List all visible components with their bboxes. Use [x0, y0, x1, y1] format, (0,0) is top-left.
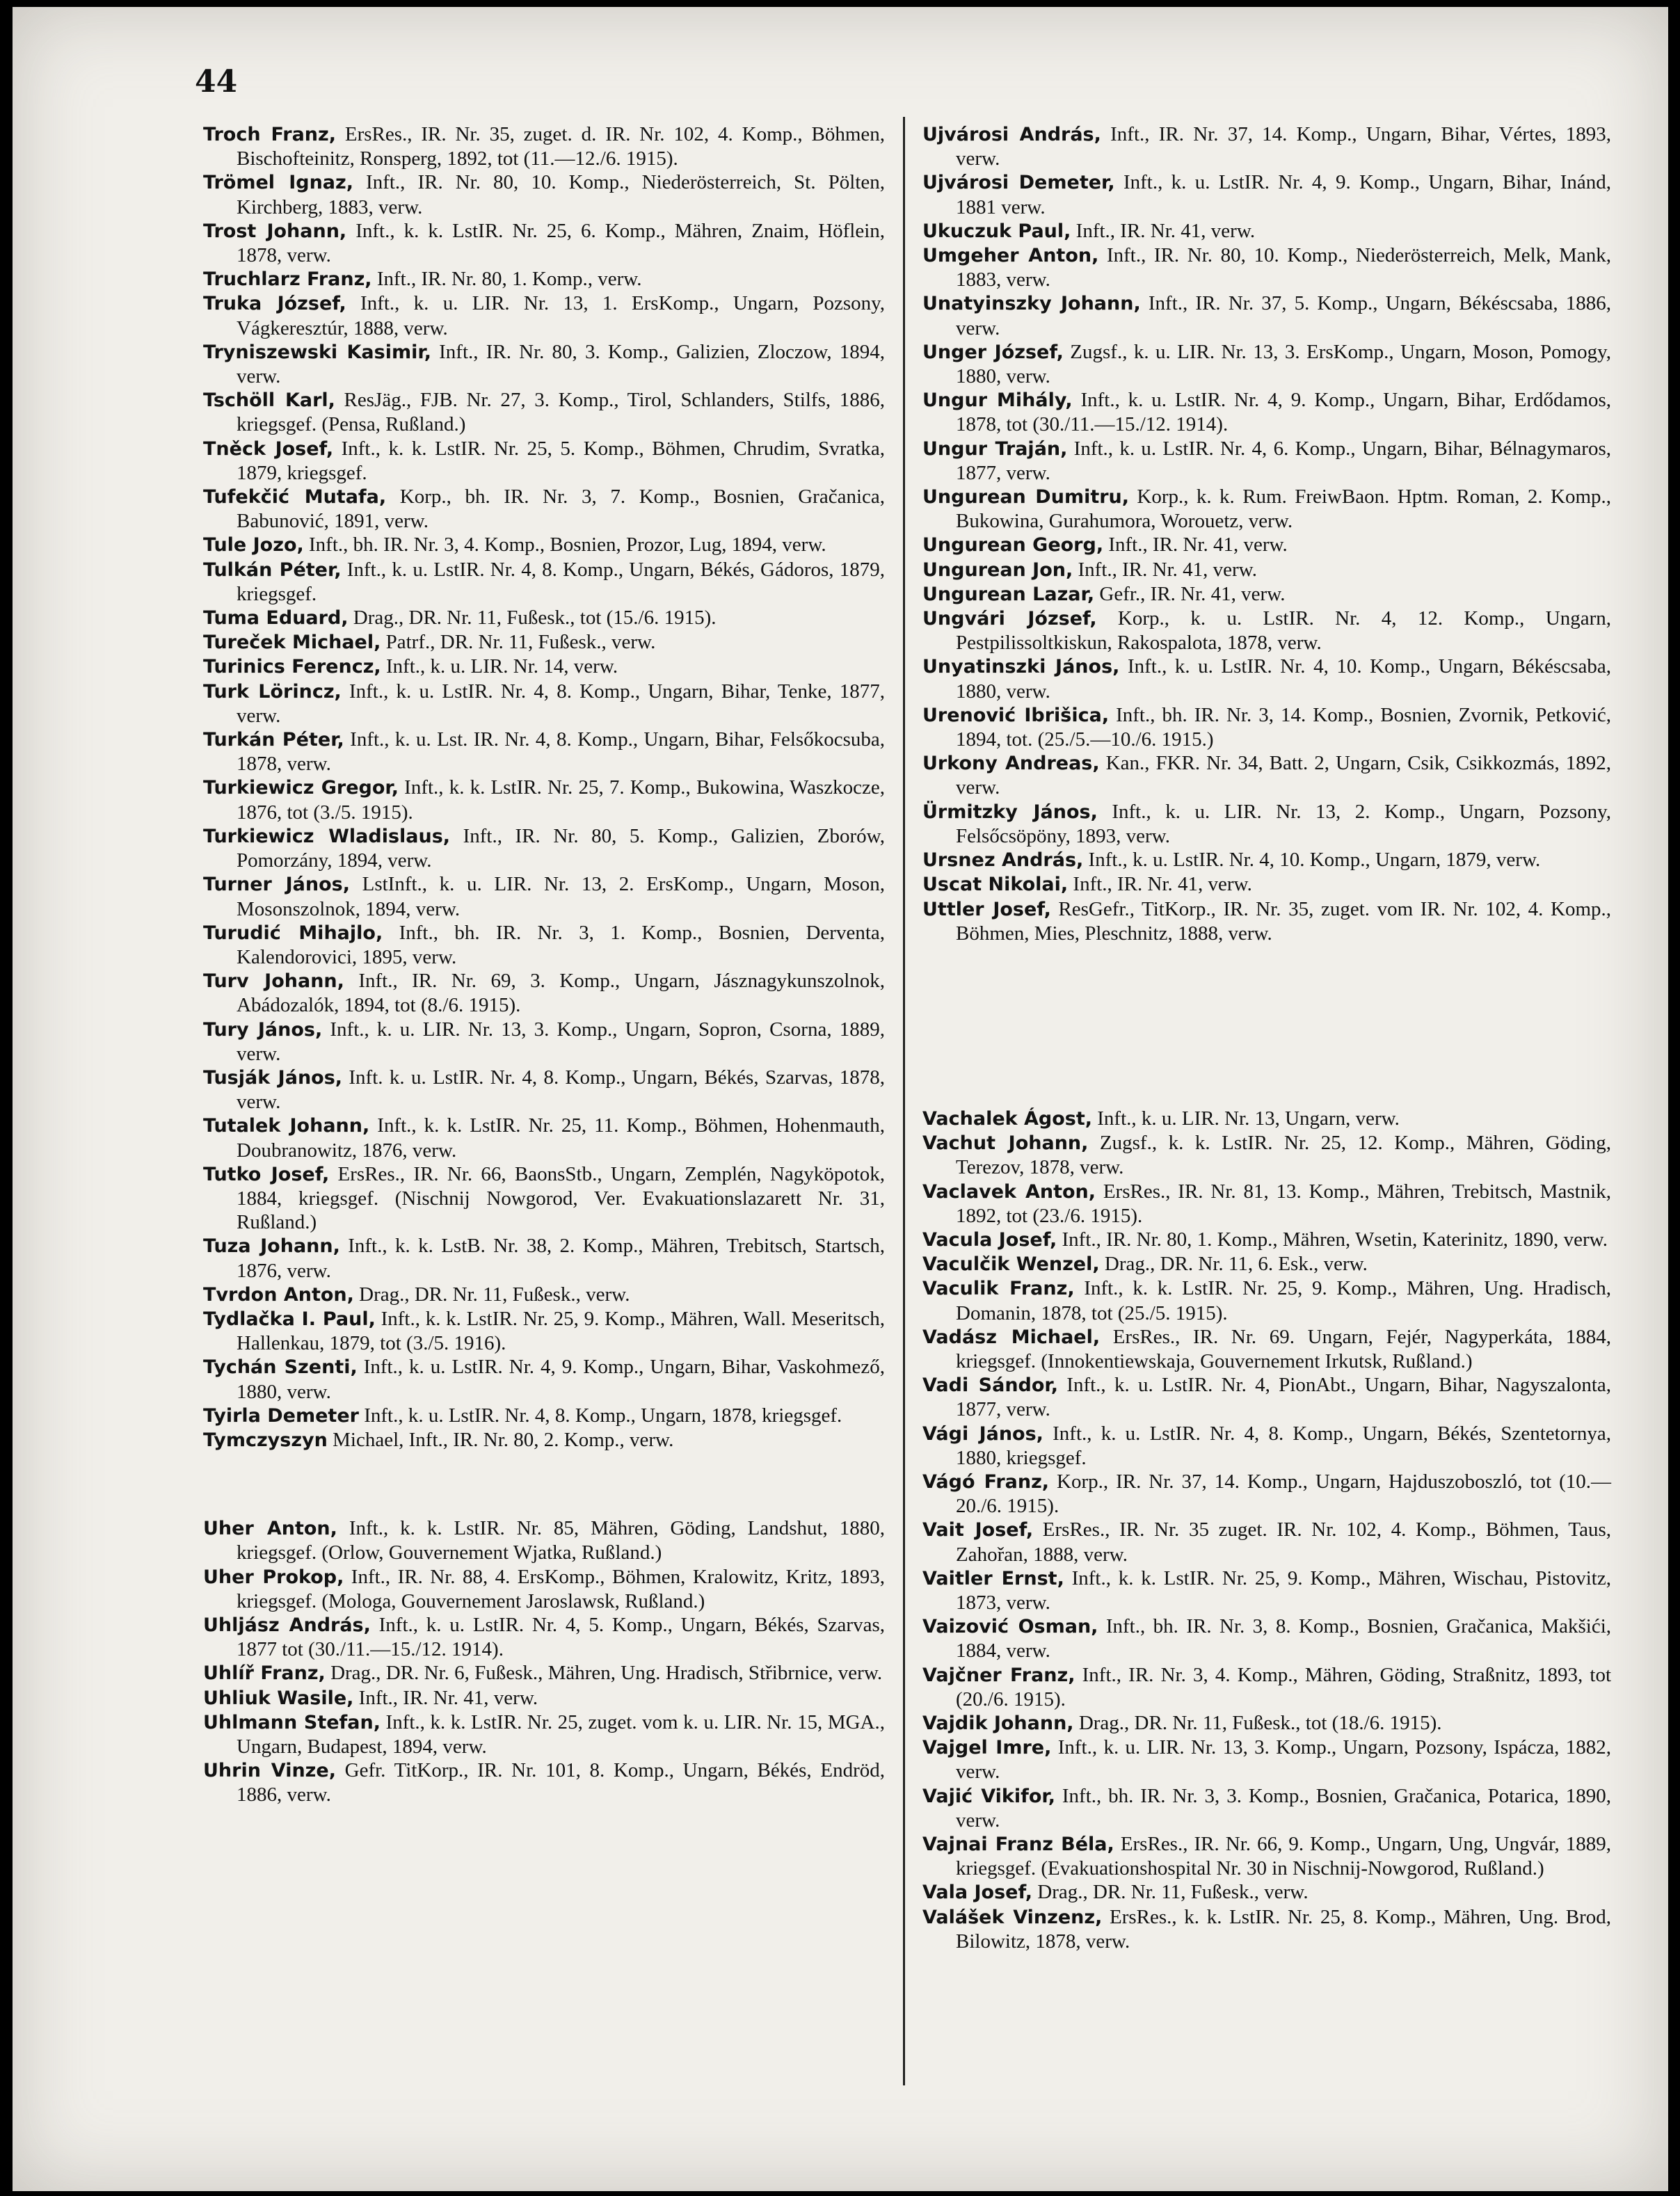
- entry-details: ErsRes., IR. Nr. 81, 13. Komp., Mähren, Trebitsch, Mastnik, 1892, tot (23./6. 1915).: [956, 1180, 1611, 1227]
- register-entry: [922, 437, 1611, 485]
- entry-surname: Vala Josef,: [922, 1882, 1033, 1904]
- entry-surname: Urkony Andreas,: [922, 753, 1100, 775]
- left-column: [203, 122, 885, 1807]
- register-entry: [203, 1613, 885, 1661]
- register-entry: [922, 703, 1611, 751]
- entry-details: Inft., k. k. LstIR. Nr. 25, zuget. vom k. u. LIR. Nr. 15, MGA., Ungarn, Budapest, 1894, verw.: [237, 1710, 885, 1758]
- entry-details: Inft., k. u. LstIR. Nr. 4, 8. Komp., Ungarn, Bihar, Tenke, 1877, verw.: [237, 680, 885, 727]
- register-entry: [922, 1518, 1611, 1566]
- register-entry: [203, 437, 885, 485]
- register-entry: [203, 1114, 885, 1162]
- register-entry: [922, 1711, 1611, 1736]
- register-entry: [203, 1758, 885, 1806]
- entry-surname: Ungurean Georg,: [922, 534, 1104, 556]
- register-entry: [922, 122, 1611, 170]
- register-entry: [922, 607, 1611, 655]
- register-entry: [203, 219, 885, 267]
- register-entry: [203, 921, 885, 969]
- entry-surname: Vadász Michael,: [922, 1326, 1101, 1348]
- entry-surname: Ujvárosi Demeter,: [922, 172, 1115, 194]
- entry-details: Drag., DR. Nr. 11, 6. Esk., verw.: [1099, 1253, 1368, 1276]
- entry-surname: Ukuczuk Paul,: [922, 220, 1071, 242]
- register-entry: [203, 1355, 885, 1403]
- entry-surname: Tschöll Karl,: [203, 390, 335, 412]
- entry-surname: Vait Josef,: [922, 1519, 1034, 1541]
- entry-details: Drag., DR. Nr. 11, Fußesk., verw.: [353, 1283, 630, 1306]
- entry-details: Inft. k. u. LstIR. Nr. 4, 8. Komp., Ungarn, Békés, Szarvas, 1878, verw.: [237, 1066, 885, 1114]
- entry-details: Inft., IR. Nr. 80, 10. Komp., Niederösterreich, Melk, Mank, 1883, verw.: [956, 244, 1611, 291]
- entry-surname: Turkiewicz Wladislaus,: [203, 825, 451, 847]
- entry-surname: Ungur Traján,: [922, 438, 1068, 460]
- entry-details: Inft., IR. Nr. 41, verw.: [1068, 873, 1252, 896]
- register-entry: [922, 1784, 1611, 1832]
- entry-details: Inft., k. u. LIR. Nr. 13, 2. Komp., Ungarn, Pozsony, Felsőcsöpöny, 1893, verw.: [956, 800, 1611, 847]
- entry-details: Drag., DR. Nr. 11, Fußesk., tot (18./6. 1915).: [1073, 1711, 1442, 1734]
- register-entry: [922, 558, 1611, 582]
- entry-details: Inft., k. u. LstIR. Nr. 4, 8. Komp., Ungarn, Békés, Szentetornya, 1880, kriegsgef.: [956, 1422, 1611, 1469]
- entry-details: Inft., k. k. LstB. Nr. 38, 2. Komp., Mähren, Trebitsch, Startsch, 1876, verw.: [237, 1235, 886, 1282]
- entry-surname: Tydlačka I. Paul,: [203, 1308, 376, 1330]
- entry-surname: Vágó Franz,: [922, 1470, 1050, 1493]
- entry-details: Inft., IR. Nr. 41, verw.: [1103, 534, 1288, 556]
- entry-surname: Vachut Johann,: [922, 1132, 1089, 1155]
- register-entry: [203, 267, 885, 291]
- register-entry: [203, 728, 885, 776]
- register-entry: [203, 1283, 885, 1307]
- entry-surname: Ursnez András,: [922, 849, 1084, 872]
- entry-details: Gefr., IR. Nr. 41, verw.: [1094, 582, 1286, 605]
- entry-details: Inft., bh. IR. Nr. 3, 1. Komp., Bosnien, Derventa, Kalendorovici, 1895, verw.: [237, 921, 886, 968]
- entry-surname: Tufekčić Mutafa,: [203, 486, 387, 508]
- entry-details: Drag., DR. Nr. 11, Fußesk., verw.: [1032, 1881, 1309, 1904]
- entry-surname: Ujvárosi András,: [922, 124, 1101, 145]
- entry-details: ErsRes., IR. Nr. 69. Ungarn, Fejér, Nagyperkáta, 1884, kriegsgef. (Innokentiewskaja, Gouvernement Irkutsk, Rußland.): [956, 1325, 1612, 1372]
- entry-details: Gefr. TitKorp., IR. Nr. 101, 8. Komp., Ungarn, Békés, Endröd, 1886, verw.: [237, 1759, 885, 1806]
- register-entry: [203, 1162, 885, 1235]
- entry-surname: Vadi Sándor,: [922, 1374, 1059, 1397]
- entry-surname: Tuma Eduard,: [203, 607, 349, 630]
- entry-details: Inft., k. k. LstIR. Nr. 85, Mähren, Göding, Landshut, 1880, kriegsgef. (Orlow, Gouvernement Wjatka, Rußland.): [237, 1517, 885, 1564]
- entry-details: ErsRes., IR. Nr. 35, zuget. d. IR. Nr. 102, 4. Komp., Böhmen, Bischofteinitz, Ronsperg, 1892, tot (11.—12./6. 1915).: [237, 123, 885, 170]
- entry-surname: Ungurean Jon,: [922, 559, 1073, 581]
- entry-details: Inft., k. u. Lst. IR. Nr. 4, 8. Komp., Ungarn, Bihar, Felsőkocsuba, 1878, verw.: [237, 728, 885, 776]
- register-entry: [922, 219, 1611, 243]
- entry-details: Inft., IR. Nr. 41, verw.: [1073, 558, 1257, 581]
- section-gap: [203, 1452, 885, 1516]
- entry-details: Michael, Inft., IR. Nr. 80, 2. Komp., verw.: [327, 1428, 674, 1451]
- entry-surname: Tryniszewski Kasimir,: [203, 341, 431, 363]
- entry-surname: Vajgel Imre,: [922, 1737, 1052, 1759]
- register-entry: [203, 655, 885, 679]
- entry-details: Inft., bh. IR. Nr. 3, 8. Komp., Bosnien, Gračanica, Makšići, 1884, verw.: [956, 1615, 1612, 1662]
- entry-surname: Turv Johann,: [203, 970, 344, 993]
- entry-details: Inft., k. u. LstIR. Nr. 4, 10. Komp., Ungarn, 1879, verw.: [1083, 849, 1541, 872]
- entry-details: Drag., DR. Nr. 6, Fußesk., Mähren, Ung. Hradisch, Střibrnice, verw.: [325, 1662, 883, 1685]
- entry-surname: Turkán Péter,: [203, 729, 344, 751]
- register-entry: [922, 1107, 1611, 1131]
- entry-details: Inft., IR. Nr. 41, verw.: [353, 1686, 538, 1709]
- register-entry: [203, 1710, 885, 1758]
- register-entry: [203, 1404, 885, 1428]
- register-entry: [203, 824, 885, 872]
- entry-details: Inft., k. u. LstIR. Nr. 4, 8. Komp., Ungarn, Békés, Gádoros, 1879, kriegsgef.: [237, 558, 886, 605]
- right-group-b: [922, 1107, 1611, 1953]
- entry-details: Inft., IR. Nr. 41, verw.: [1071, 219, 1256, 242]
- register-entry: [922, 1832, 1611, 1880]
- left-group-a: [203, 122, 885, 1452]
- register-entry: [922, 872, 1611, 897]
- entry-surname: Uhlíř Franz,: [203, 1662, 326, 1685]
- register-entry: [922, 533, 1611, 557]
- register-entry: [922, 1276, 1611, 1324]
- register-entry: [203, 1234, 885, 1282]
- register-entry: [922, 1131, 1611, 1179]
- register-entry: [922, 848, 1611, 872]
- entry-details: Inft., k. u. LstIR. Nr. 4, 6. Komp., Ungarn, Bihar, Bélnagymaros, 1877, verw.: [956, 437, 1611, 484]
- entry-details: Inft., k. u. LIR. Nr. 13, 1. ErsKomp., Ungarn, Pozsony, Vágkeresztúr, 1888, verw.: [237, 292, 885, 339]
- entry-details: Inft., k. u. LIR. Nr. 13, Ungarn, verw.: [1092, 1107, 1400, 1130]
- entry-details: Inft., bh. IR. Nr. 3, 3. Komp., Bosnien, Gračanica, Potarica, 1890, verw.: [956, 1784, 1611, 1832]
- entry-details: Inft., k. u. LstIR. Nr. 4, 9. Komp., Ungarn, Bihar, Inánd, 1881 verw.: [956, 171, 1611, 218]
- document-page: [13, 7, 1668, 2191]
- entry-surname: Turinics Ferencz,: [203, 656, 381, 678]
- entry-surname: Vajić Vikifor,: [922, 1785, 1055, 1807]
- register-entry: [203, 872, 885, 920]
- entry-details: ErsRes., IR. Nr. 66, 9. Komp., Ungarn, Ung, Ungvár, 1889, kriegsgef. (Evakuationshospital Nr. 30 in Nischnij-Nowgorod, Rußland.): [956, 1833, 1612, 1880]
- register-entry: [203, 630, 885, 655]
- entry-surname: Tury János,: [203, 1018, 323, 1041]
- register-entry: [203, 558, 885, 606]
- entry-surname: Uhrin Vinze,: [203, 1760, 336, 1782]
- entry-details: Inft., k. u. LIR. Nr. 14, verw.: [381, 655, 618, 678]
- register-entry: [922, 1905, 1611, 1953]
- register-entry: [922, 897, 1611, 945]
- entry-surname: Tusják János,: [203, 1066, 343, 1089]
- entry-surname: Tule Jozo,: [203, 534, 304, 556]
- entry-details: Korp., k. k. Rum. FreiwBaon. Hptm. Roman, 2. Komp., Bukowina, Gurahumora, Worouetz, verw.: [956, 486, 1611, 533]
- page-number: 44: [195, 64, 238, 99]
- entry-surname: Vajnai Franz Béla,: [922, 1834, 1114, 1855]
- entry-details: Zugsf., k. k. LstIR. Nr. 25, 12. Komp., Mähren, Göding, Terezov, 1878, verw.: [956, 1132, 1611, 1179]
- entry-surname: Vajčner Franz,: [922, 1664, 1075, 1686]
- entry-details: Inft., k. u. LstIR. Nr. 4, 8. Komp., Ungarn, 1878, kriegsgef.: [358, 1404, 842, 1427]
- entry-surname: Tutalek Johann,: [203, 1115, 370, 1137]
- entry-surname: Tyirla Demeter: [203, 1404, 359, 1427]
- entry-surname: Ürmitzky János,: [922, 801, 1098, 823]
- entry-details: Kan., FKR. Nr. 34, Batt. 2, Ungarn, Csik, Csikkozmás, 1892, verw.: [956, 752, 1611, 799]
- entry-details: Inft., IR. Nr. 80, 1. Komp., Mähren, Wsetin, Katerinitz, 1890, verw.: [1057, 1228, 1608, 1251]
- entry-details: Inft., k. u. LstIR. Nr. 4, PionAbt., Ungarn, Bihar, Nagyszalonta, 1877, verw.: [956, 1374, 1611, 1421]
- register-entry: [922, 1422, 1611, 1470]
- entry-surname: Tulkán Péter,: [203, 559, 342, 581]
- entry-surname: Truchlarz Franz,: [203, 269, 372, 291]
- entry-surname: Ungurean Dumitru,: [922, 486, 1130, 508]
- entry-surname: Vági János,: [922, 1422, 1043, 1445]
- entry-details: ResGefr., TitKorp., IR. Nr. 35, zuget. vom IR. Nr. 102, 4. Komp., Böhmen, Mies, Pleschnitz, 1888, verw.: [956, 897, 1611, 945]
- entry-details: Inft., k. u. LstIR. Nr. 4, 5. Komp., Ungarn, Békés, Szarvas, 1877 tot (30./11.—15./12. 1914).: [237, 1613, 885, 1661]
- register-entry: [922, 170, 1611, 218]
- register-entry: [203, 340, 885, 388]
- entry-surname: Turkiewicz Gregor,: [203, 777, 399, 799]
- entry-details: ResJäg., FJB. Nr. 27, 3. Komp., Tirol, Schlanders, Stilfs, 1886, kriegsgef. (Pensa, Rußland.): [237, 389, 886, 436]
- left-group-b: [203, 1516, 885, 1806]
- entry-details: Drag., DR. Nr. 11, Fußesk., tot (15./6. 1915).: [348, 607, 717, 630]
- entry-details: ErsRes., IR. Nr. 35 zuget. IR. Nr. 102, 4. Komp., Böhmen, Taus, Zahořan, 1888, verw.: [956, 1518, 1611, 1566]
- register-entry: [203, 1661, 885, 1685]
- register-entry: [203, 680, 885, 728]
- entry-surname: Uttler Josef,: [922, 898, 1051, 920]
- entry-details: Patrf., DR. Nr. 11, Fußesk., verw.: [381, 631, 656, 654]
- section-gap: [922, 945, 1611, 1107]
- register-entry: [203, 485, 885, 533]
- entry-surname: Troch Franz,: [203, 124, 336, 145]
- entry-surname: Vaculčik Wenzel,: [922, 1253, 1100, 1276]
- register-entry: [922, 800, 1611, 848]
- entry-details: Inft., IR. Nr. 80, 1. Komp., verw.: [371, 268, 642, 291]
- entry-details: Inft., IR. Nr. 37, 5. Komp., Ungarn, Békéscsaba, 1886, verw.: [956, 292, 1611, 339]
- right-group-a: [922, 122, 1611, 945]
- register-entry: [922, 1663, 1611, 1711]
- entry-details: Korp., bh. IR. Nr. 3, 7. Komp., Bosnien, Gračanica, Babunović, 1891, verw.: [237, 486, 885, 533]
- register-entry: [922, 1252, 1611, 1276]
- register-entry: [203, 388, 885, 436]
- entry-surname: Turner János,: [203, 874, 350, 896]
- entry-details: ErsRes., IR. Nr. 66, BaonsStb., Ungarn, Zemplén, Nagyköpotok, 1884, kriegsgef. (Nischnij Nowgorod, Ver. Evakuationslazarett Nr. 31, Rußland.): [237, 1162, 885, 1234]
- entry-details: Korp., k. u. LstIR. Nr. 4, 12. Komp., Ungarn, Pestpilissoltkiskun, Rakospalota, 1878, verw.: [956, 607, 1611, 655]
- register-entry: [922, 1880, 1611, 1905]
- entry-surname: Vachalek Ágost,: [922, 1107, 1093, 1130]
- register-entry: [203, 1565, 885, 1613]
- entry-details: Inft., IR. Nr. 80, 3. Komp., Galizien, Zloczow, 1894, verw.: [237, 340, 885, 388]
- entry-surname: Vaizović Osman,: [922, 1616, 1098, 1638]
- register-entry: [203, 1066, 885, 1114]
- entry-details: Inft., k. u. LstIR. Nr. 4, 9. Komp., Ungarn, Bihar, Vaskohmező, 1880, verw.: [237, 1356, 885, 1403]
- entry-surname: Ungur Mihály,: [922, 390, 1073, 412]
- entry-surname: Trost Johann,: [203, 220, 347, 242]
- register-entry: [922, 243, 1611, 291]
- entry-surname: Vaitler Ernst,: [922, 1567, 1064, 1589]
- entry-surname: Uhljász András,: [203, 1614, 371, 1636]
- entry-details: Inft., IR. Nr. 80, 10. Komp., Niederösterreich, St. Pölten, Kirchberg, 1883, verw.: [237, 171, 886, 218]
- register-entry: [203, 1018, 885, 1066]
- entry-surname: Truka József,: [203, 293, 346, 315]
- entry-surname: Turudić Mihajlo,: [203, 922, 383, 944]
- register-entry: [203, 776, 885, 824]
- register-entry: [922, 1566, 1611, 1614]
- entry-surname: Unatyinszky Johann,: [922, 293, 1141, 315]
- register-entry: [922, 1325, 1611, 1373]
- entry-surname: Uher Anton,: [203, 1518, 337, 1540]
- entry-details: Zugsf., k. u. LIR. Nr. 13, 3. ErsKomp., Ungarn, Moson, Pomogy, 1880, verw.: [956, 340, 1611, 388]
- entry-surname: Unger József,: [922, 341, 1064, 363]
- entry-details: ErsRes., k. k. LstIR. Nr. 25, 8. Komp., Mähren, Ung. Brod, Bilowitz, 1878, verw.: [956, 1905, 1612, 1953]
- entry-details: Inft., k. u. LstIR. Nr. 4, 9. Komp., Ungarn, Bihar, Erdődamos, 1878, tot (30./11.—15./12. 1914).: [956, 389, 1611, 436]
- entry-surname: Vaculik Franz,: [922, 1278, 1075, 1300]
- entry-details: Inft., IR. Nr. 37, 14. Komp., Ungarn, Bihar, Vértes, 1893, verw.: [956, 123, 1611, 170]
- entry-surname: Uher Prokop,: [203, 1566, 344, 1588]
- register-entry: [922, 582, 1611, 607]
- register-entry: [203, 122, 885, 170]
- register-entry: [922, 291, 1611, 339]
- entry-surname: Umgeher Anton,: [922, 245, 1099, 267]
- entry-surname: Uhlmann Stefan,: [203, 1711, 381, 1733]
- register-entry: [922, 340, 1611, 388]
- register-entry: [203, 170, 885, 218]
- entry-surname: Uhliuk Wasile,: [203, 1687, 354, 1709]
- entry-details: Inft., k. k. LstIR. Nr. 25, 9. Komp., Mähren, Wall. Meseritsch, Hallenkau, 1879, tot (3./5. 1916).: [237, 1307, 885, 1355]
- column-divider: [903, 117, 905, 2085]
- register-entry: [922, 1736, 1611, 1784]
- entry-surname: Vajdik Johann,: [922, 1712, 1074, 1734]
- entry-details: Inft., k. k. LstIR. Nr. 25, 5. Komp., Böhmen, Chrudim, Svratka, 1879, kriegsgef.: [237, 437, 885, 484]
- entry-surname: Tuza Johann,: [203, 1235, 340, 1258]
- entry-details: Inft., k. k. LstIR. Nr. 25, 6. Komp., Mähren, Znaim, Höflein, 1878, verw.: [237, 219, 885, 267]
- entry-details: Inft., k. u. LIR. Nr. 13, 3. Komp., Ungarn, Sopron, Csorna, 1889, verw.: [237, 1018, 885, 1065]
- entry-surname: Turk Lörincz,: [203, 680, 342, 703]
- register-entry: [922, 751, 1611, 799]
- entry-surname: Tvrdon Anton,: [203, 1283, 354, 1306]
- entry-details: Inft., IR. Nr. 3, 4. Komp., Mähren, Göding, Straßnitz, 1893, tot (20./6. 1915).: [956, 1663, 1612, 1710]
- register-entry: [922, 1180, 1611, 1228]
- register-entry: [203, 533, 885, 557]
- register-entry: [203, 606, 885, 630]
- entry-surname: Ungurean Lazar,: [922, 583, 1095, 605]
- entry-details: Inft., k. u. LIR. Nr. 13, 3. Komp., Ungarn, Pozsony, Ispácza, 1882, verw.: [956, 1736, 1611, 1784]
- entry-details: Inft., bh. IR. Nr. 3, 14. Komp., Bosnien, Zvornik, Petković, 1894, tot. (25./5.—10./6. 1915.): [956, 703, 1611, 751]
- register-entry: [203, 291, 885, 339]
- right-column: [922, 122, 1611, 1953]
- entry-surname: Uscat Nikolai,: [922, 874, 1069, 896]
- register-entry: [922, 1614, 1611, 1662]
- entry-surname: Vacula Josef,: [922, 1228, 1057, 1251]
- register-entry: [922, 485, 1611, 533]
- entry-details: Inft., IR. Nr. 88, 4. ErsKomp., Böhmen, Kralowitz, Kritz, 1893, kriegsgef. (Mologa, Gouvernement Jaroslawsk, Rußland.): [237, 1565, 885, 1612]
- register-entry: [203, 1428, 885, 1452]
- entry-surname: Tychán Szenti,: [203, 1356, 358, 1379]
- entry-details: Inft., k. k. LstIR. Nr. 25, 11. Komp., Böhmen, Hohenmauth, Doubranowitz, 1876, verw.: [237, 1114, 885, 1162]
- entry-surname: Tutko Josef,: [203, 1163, 330, 1185]
- entry-surname: Tureček Michael,: [203, 632, 381, 654]
- entry-surname: Vaclavek Anton,: [922, 1180, 1096, 1203]
- register-entry: [203, 1307, 885, 1355]
- entry-surname: Unyatinszki János,: [922, 656, 1120, 678]
- entry-details: Inft., k. k. LstIR. Nr. 25, 7. Komp., Bukowina, Waszkocze, 1876, tot (3./5. 1915).: [237, 776, 885, 824]
- entry-details: Inft., IR. Nr. 80, 5. Komp., Galizien, Zborów, Pomorzány, 1894, verw.: [237, 824, 885, 872]
- register-entry: [203, 1516, 885, 1564]
- entry-surname: Tymczyszyn: [203, 1429, 328, 1451]
- entry-surname: Trömel Ignaz,: [203, 172, 353, 194]
- register-entry: [922, 655, 1611, 703]
- entry-surname: Tněck Josef,: [203, 438, 334, 460]
- entry-surname: Urenović Ibrišica,: [922, 704, 1110, 726]
- register-entry: [203, 1686, 885, 1710]
- register-entry: [922, 1470, 1611, 1518]
- register-entry: [922, 1373, 1611, 1421]
- entry-details: LstInft., k. u. LIR. Nr. 13, 2. ErsKomp., Ungarn, Moson, Mosonszolnok, 1894, verw.: [237, 873, 886, 920]
- entry-details: Inft., bh. IR. Nr. 3, 4. Komp., Bosnien, Prozor, Lug, 1894, verw.: [303, 534, 826, 556]
- entry-details: Inft., IR. Nr. 69, 3. Komp., Ungarn, Jásznagykunszolnok, Abádozalók, 1894, tot (8./6. 1915).: [237, 970, 885, 1017]
- register-entry: [203, 969, 885, 1017]
- entry-details: Inft., k. k. LstIR. Nr. 25, 9. Komp., Mähren, Wischau, Pistovitz, 1873, verw.: [956, 1566, 1611, 1614]
- entry-surname: Ungvári József,: [922, 608, 1097, 630]
- entry-surname: Valášek Vinzenz,: [922, 1906, 1103, 1928]
- entry-details: Korp., IR. Nr. 37, 14. Komp., Ungarn, Hajduszoboszló, tot (10.—20./6. 1915).: [956, 1470, 1611, 1518]
- register-entry: [922, 1228, 1611, 1252]
- entry-details: Inft., k. u. LstIR. Nr. 4, 10. Komp., Ungarn, Békéscsaba, 1880, verw.: [956, 655, 1611, 703]
- register-entry: [922, 388, 1611, 436]
- entry-details: Inft., k. k. LstIR. Nr. 25, 9. Komp., Mähren, Ung. Hradisch, Domanin, 1878, tot (25./5. 1915).: [956, 1277, 1611, 1324]
